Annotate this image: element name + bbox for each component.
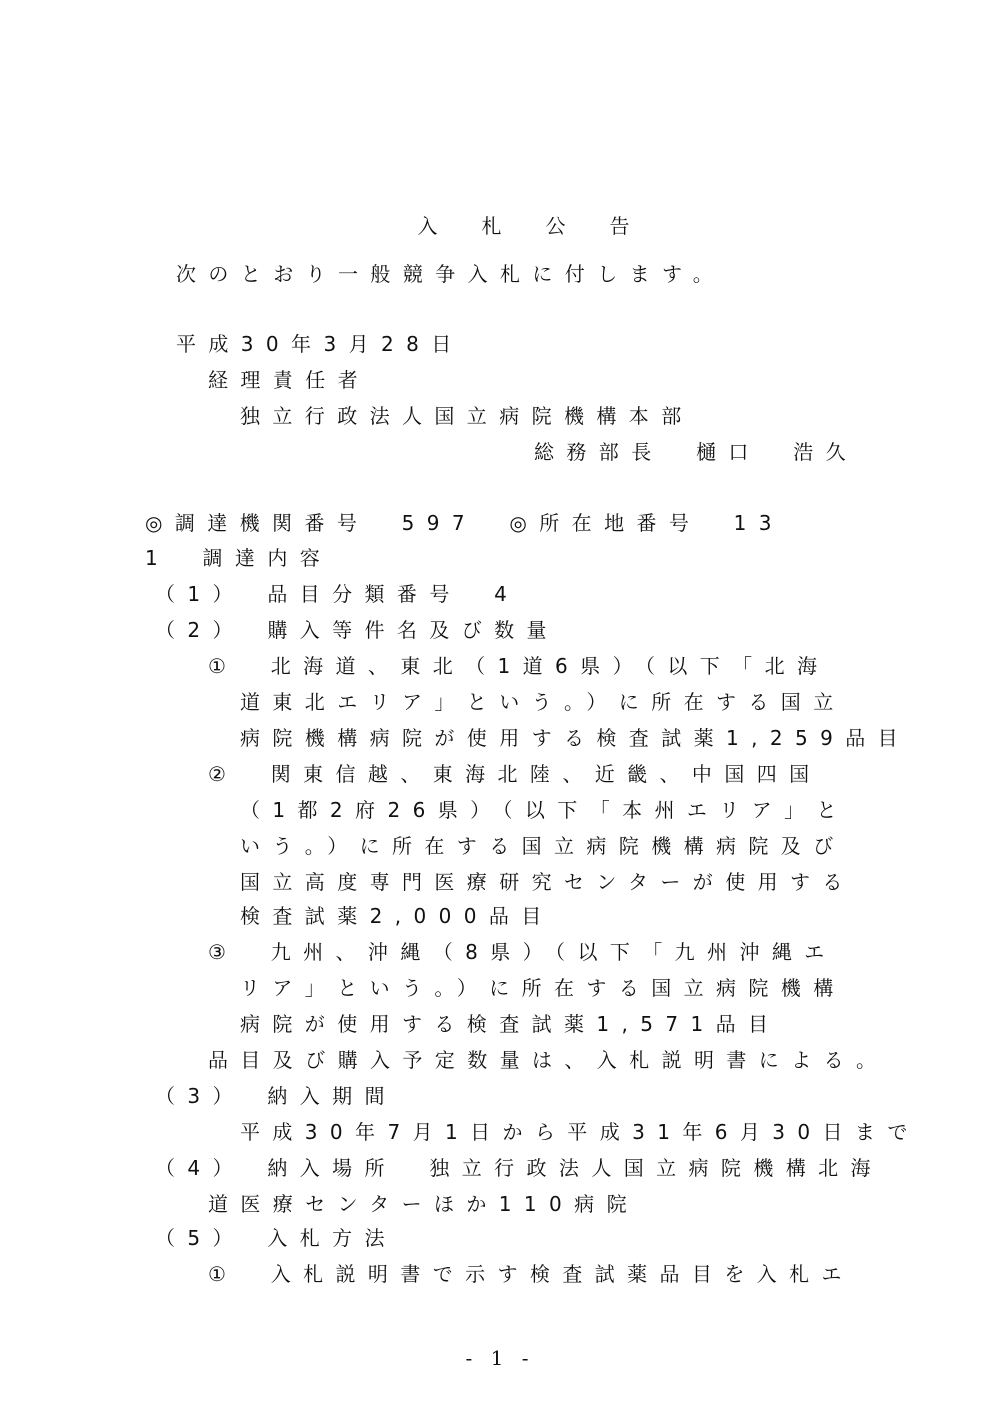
title-char: 告 bbox=[609, 214, 630, 238]
sub-item-line: （1都2府26県）（以下「本州エリア」と bbox=[240, 798, 849, 822]
notice-date: 平成30年3月28日 bbox=[176, 332, 464, 356]
sub-item-line: 病院機構病院が使用する検査試薬1,259品目 bbox=[240, 726, 911, 750]
sub-item-line: 病院が使用する検査試薬1,571品目 bbox=[240, 1012, 781, 1036]
sub-item-line: いう。）に所在する国立病院機構病院及び bbox=[240, 834, 846, 858]
sub-item-line: ③ 九州、沖縄（8県）（以下「九州沖縄エ bbox=[208, 940, 837, 964]
sub-item-line: 道東北エリア」という。）に所在する国立 bbox=[240, 690, 846, 714]
sub-item-line: ① 入札説明書で示す検査試薬品目を入札エ bbox=[208, 1262, 854, 1286]
delivery-location: 道医療センターほか110病院 bbox=[208, 1192, 639, 1216]
item-note: 品目及び購入予定数量は、入札説明書による。 bbox=[208, 1048, 889, 1072]
procurement-codes: ◎調達機関番号 597 ◎所在地番号 13 bbox=[145, 511, 784, 535]
item-classification: （1） 品目分類番号 4 bbox=[155, 582, 520, 606]
intro-text: 次のとおり一般競争入札に付します。 bbox=[176, 262, 726, 286]
title-char: 公 bbox=[545, 214, 566, 238]
section-heading: 1 調達内容 bbox=[145, 546, 333, 570]
item-heading: （2） 購入等件名及び数量 bbox=[155, 618, 559, 642]
item-heading: （5） 入札方法 bbox=[155, 1226, 397, 1250]
title-char: 入 bbox=[417, 214, 438, 238]
issuer-name: 総務部長 樋口 浩久 bbox=[534, 440, 858, 464]
issuer-org: 独立行政法人国立病院機構本部 bbox=[240, 404, 694, 428]
sub-item-line: ② 関東信越、東海北陸、近畿、中国四国 bbox=[208, 762, 822, 786]
item-heading: （4） 納入場所 独立行政法人国立病院機構北海 bbox=[155, 1156, 883, 1180]
sub-item-line: 国立高度専門医療研究センターが使用する bbox=[240, 870, 855, 894]
delivery-period: 平成30年7月1日から平成31年6月30日まで bbox=[240, 1120, 920, 1144]
sub-item-line: 検査試薬2,000品目 bbox=[240, 904, 554, 928]
title-char: 札 bbox=[481, 214, 502, 238]
item-heading: （3） 納入期間 bbox=[155, 1084, 397, 1108]
sub-item-line: リア」という。）に所在する国立病院機構 bbox=[240, 976, 846, 1000]
document-title bbox=[392, 190, 673, 262]
sub-item-line: ① 北海道、東北（1道6県）（以下「北海 bbox=[208, 654, 830, 678]
page-number: - 1 - bbox=[465, 1346, 535, 1370]
issuer-role: 経理責任者 bbox=[208, 368, 370, 392]
